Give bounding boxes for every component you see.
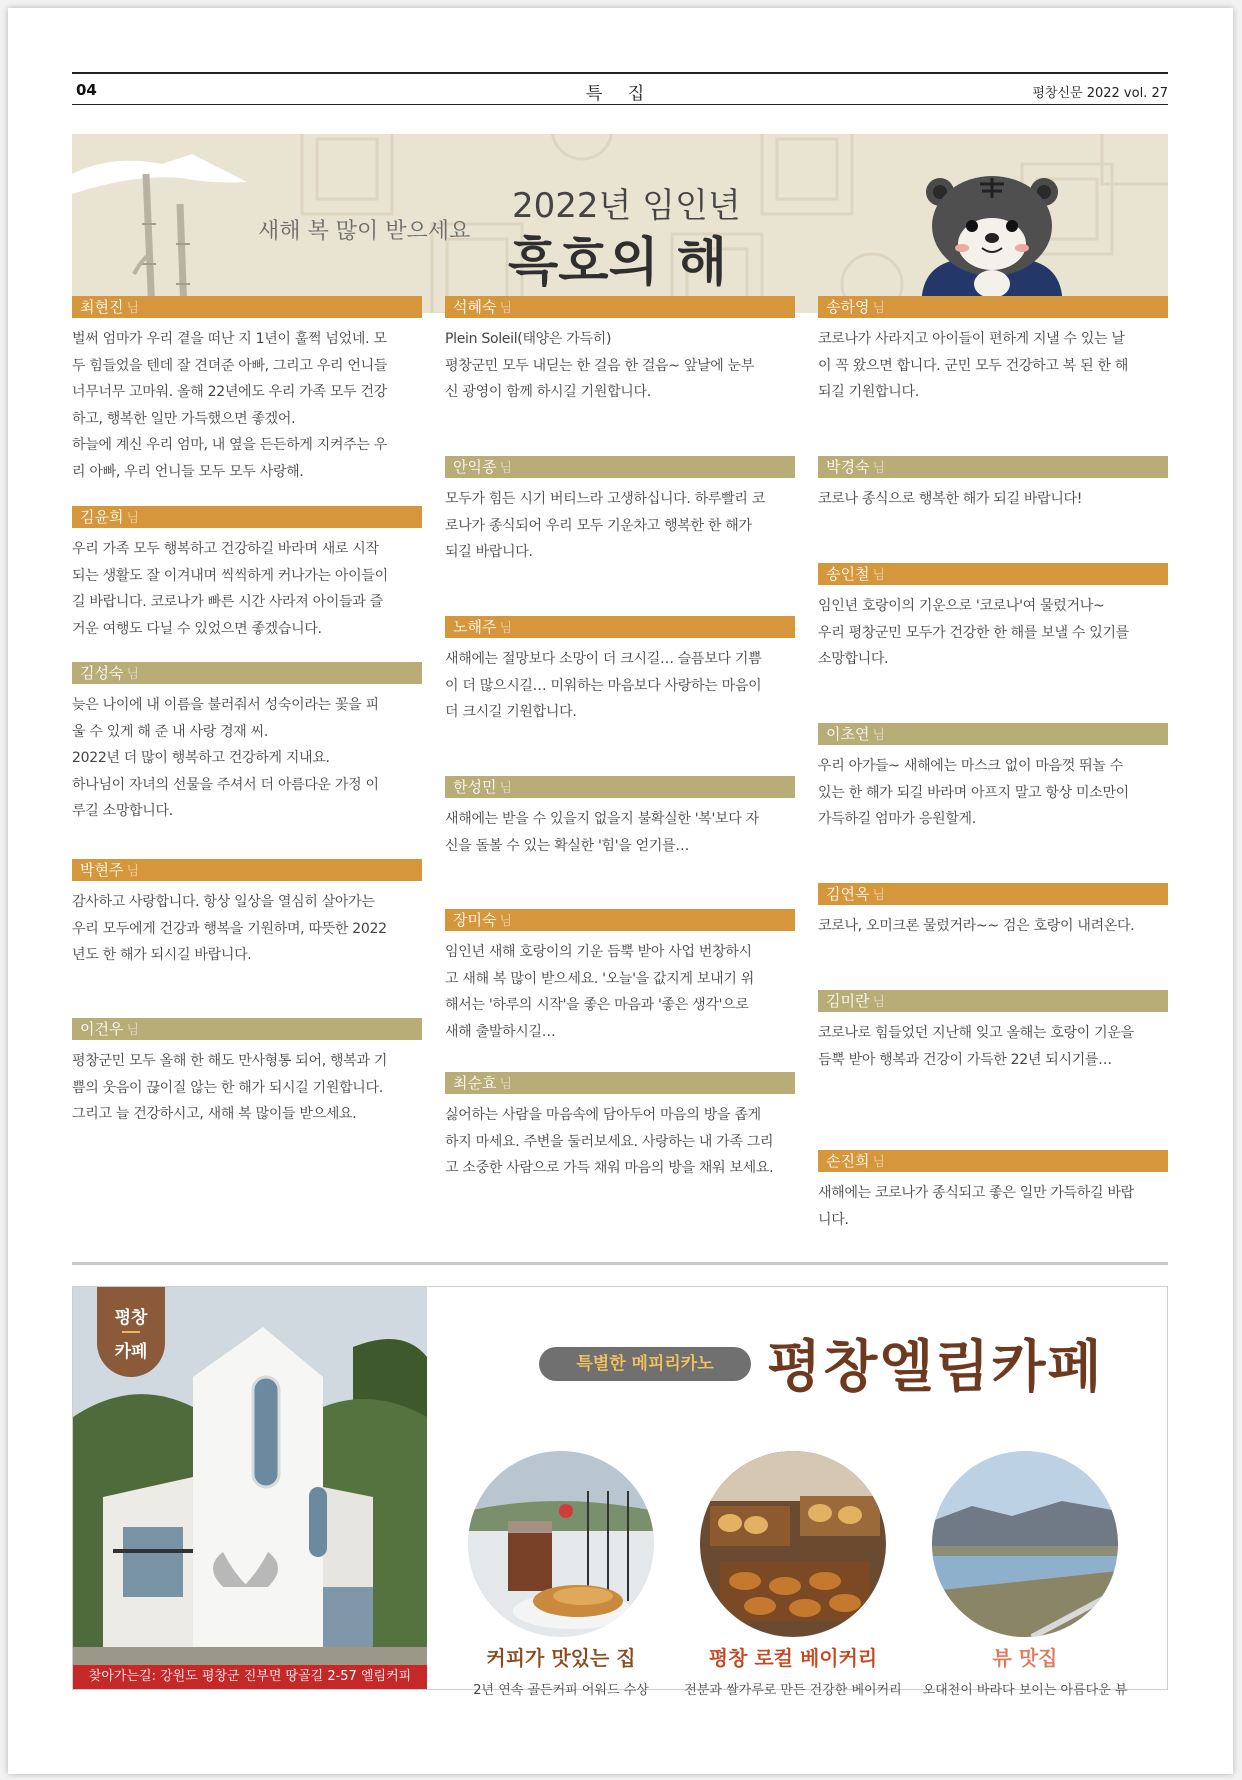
sender-name-bar — [818, 296, 1168, 318]
bakery-photo — [700, 1451, 886, 1637]
honorific: 님 — [499, 1077, 513, 1092]
honorific: 님 — [499, 781, 513, 796]
feature-subtitle: 전분과 쌀가루로 만든 건강한 베이커리 — [684, 1683, 902, 1698]
coffee-photo — [468, 1451, 654, 1637]
message-text: 새해에는 코로나가 종식되고 좋은 일만 가득하길 바랍 니다. — [818, 1185, 1134, 1228]
sender-name: 이건우 — [80, 1020, 124, 1038]
sender-name: 김성숙 — [80, 664, 124, 682]
greeting-card — [818, 456, 1168, 513]
sender-name-bar — [445, 909, 795, 931]
message-text: 코로나로 힘들었던 지난해 잊고 올해는 호랑이 기운을 듬뿍 받아 행복과 건강이 가득한 22년 되시기를… — [818, 1025, 1134, 1068]
message-text: 코로나 종식으로 행복한 해가 되길 바랍니다! — [818, 491, 1083, 507]
sender-name-bar — [818, 883, 1168, 905]
issue-volume: 평창신문 2022 vol. 27 — [1032, 86, 1168, 101]
message-text: 우리 가족 모두 행복하고 건강하길 바라며 새로 시작 되는 생활도 잘 이겨내며 씩씩하게 커나가는 아이들이 길 바랍니다. 코로나가 빠른 시간 사라져 아이들과 즐 거운 여행도 다닐 수 있었으면 좋겠습니다. — [72, 541, 388, 637]
sender-name-bar — [445, 296, 795, 318]
greeting-card — [72, 506, 422, 642]
honorific: 님 — [126, 864, 140, 879]
sender-name: 한성민 — [453, 778, 497, 796]
feature-subtitle: 2년 연속 골든커피 어워드 수상 — [473, 1683, 649, 1698]
honorific: 님 — [872, 995, 886, 1010]
message-text: 벌써 엄마가 우리 곁을 떠난 지 1년이 훌쩍 넘었네. 모 두 힘들었을 텐데 잘 견뎌준 아빠, 그리고 우리 언니들 너무너무 고마워. 올해 22년에도 우리 가족 모두 건강 하고, 행복한 일만 가득했으면 좋겠어. 하늘에 계신 우리 엄마, 내 옆을 든든하게 지켜주는 우 리 아빠, 우리 언니들 모두 모두 사랑해. — [72, 331, 388, 480]
honorific: 님 — [499, 301, 513, 316]
greeting-card — [445, 456, 795, 566]
sender-name-bar — [818, 1150, 1168, 1172]
black-tiger-mascot — [902, 164, 1082, 313]
banner-title-year: 2022년 임인년 — [512, 186, 741, 226]
greeting-card — [445, 616, 795, 726]
message-text: 평창군민 모두 올해 한 해도 만사형통 되어, 행복과 기 쁨의 웃음이 끊이질 않는 한 해가 되시길 기원합니다. 그리고 늘 건강하시고, 새해 복 많이들 받으세요. — [72, 1053, 388, 1122]
cafe-building-photo — [73, 1287, 427, 1689]
cafe-tag — [97, 1287, 165, 1377]
honorific: 님 — [126, 667, 140, 682]
feature-subtitle: 오대천이 바라다 보이는 아름다운 뷰 — [922, 1683, 1128, 1698]
honorific: 님 — [499, 461, 513, 476]
honorific: 님 — [872, 461, 886, 476]
message-text: 임인년 새해 호랑이의 기운 듬뿍 받아 사업 번창하시 고 새해 복 많이 받으세요. '오늘'을 값지게 보내기 위 해서는 '하루의 시작'을 좋은 마음과 '좋은 생각'으로 새해 출발하시길… — [445, 944, 754, 1040]
sender-name: 김연옥 — [826, 885, 870, 903]
sender-name: 최순효 — [453, 1074, 497, 1092]
sender-name: 김윤희 — [80, 508, 124, 526]
sender-name: 박경숙 — [826, 458, 870, 476]
greeting-card — [445, 1072, 795, 1182]
greeting-card — [818, 563, 1168, 673]
sender-name-bar — [818, 563, 1168, 585]
honorific: 님 — [499, 914, 513, 929]
banner-greeting: 새해 복 많이 받으세요 — [258, 219, 471, 244]
sender-name: 석혜숙 — [453, 298, 497, 316]
greeting-card — [72, 296, 422, 485]
feature-caption — [905, 1642, 1145, 1698]
tag-divider — [122, 1331, 140, 1333]
greeting-card — [818, 883, 1168, 940]
cafe-tag-line1: 평창 — [114, 1308, 148, 1328]
sender-name: 박현주 — [80, 861, 124, 879]
sender-name-bar — [72, 859, 422, 881]
greeting-card — [818, 296, 1168, 406]
feature-title: 뷰 맛집 — [992, 1646, 1058, 1670]
sender-name: 이초연 — [826, 725, 870, 743]
sender-name-bar — [818, 723, 1168, 745]
new-year-banner — [72, 134, 1168, 313]
greeting-card — [72, 1018, 422, 1128]
sender-name: 김미란 — [826, 992, 870, 1010]
greeting-card — [818, 723, 1168, 833]
special-americano-pill: 특별한 메피리카노 — [539, 1347, 751, 1381]
greeting-card — [72, 662, 422, 825]
cafe-tag-line2: 카페 — [114, 1342, 148, 1362]
message-text: 감사하고 사랑합니다. 항상 일상을 열심히 살아가는 우리 모두에게 건강과 행복을 기원하며, 따뜻한 2022 년도 한 해가 되시길 바랍니다. — [72, 894, 387, 963]
sender-name: 손진희 — [826, 1152, 870, 1170]
cafe-feature — [72, 1286, 1168, 1698]
directions-bar: 찾아가는길: 강원도 평창군 진부면 땅골길 2-57 엘림커피 — [73, 1665, 427, 1689]
honorific: 님 — [872, 728, 886, 743]
feature-title: 커피가 맛있는 집 — [486, 1646, 636, 1670]
sender-name-bar — [445, 456, 795, 478]
message-text: 코로나, 오미크론 물렀거라~~ 검은 호랑이 내려온다. — [818, 918, 1135, 934]
greeting-card — [445, 296, 795, 406]
sender-name-bar — [445, 616, 795, 638]
message-text: 새해에는 절망보다 소망이 더 크시길… 슬픔보다 기쁨 이 더 많으시길… 미워하는 마음보다 사랑하는 마음이 더 크시길 기원합니다. — [445, 651, 762, 720]
sender-name-bar — [445, 776, 795, 798]
greeting-card — [445, 909, 795, 1045]
banner-title-main: 흑호의 해 — [508, 233, 728, 293]
sender-name: 장미숙 — [453, 911, 497, 929]
message-text: 모두가 힘든 시기 버티느라 고생하십니다. 하루빨리 코 로나가 종식되어 우리 모두 기운차고 행복한 한 해가 되길 바랍니다. — [445, 491, 765, 560]
honorific: 님 — [872, 888, 886, 903]
bakery-bread-image — [700, 1451, 886, 1637]
page-header — [72, 72, 1168, 105]
bamboo-illustration — [72, 134, 272, 313]
sender-name: 송인철 — [826, 565, 870, 583]
sender-name-bar — [445, 1072, 795, 1094]
greeting-card — [818, 1150, 1168, 1233]
cafe-title: 평창엘림카페 — [767, 1334, 1104, 1400]
sender-name-bar — [72, 662, 422, 684]
coffee-and-croissant-image — [468, 1451, 654, 1637]
page-number: 04 — [76, 81, 97, 99]
message-text: 임인년 호랑이의 기운으로 '코로나'여 물렀거나~ 우리 평창군민 모두가 건강한 한 해를 보낼 수 있기를 소망합니다. — [818, 598, 1129, 667]
honorific: 님 — [126, 301, 140, 316]
sender-name: 노해주 — [453, 618, 497, 636]
greeting-card — [818, 990, 1168, 1073]
sender-name: 송하영 — [826, 298, 870, 316]
message-text: 늦은 나이에 내 이름을 불러줘서 성숙이라는 꽃을 피 울 수 있게 해 준 내 사랑 경재 씨. 2022년 더 많이 행복하고 건강하게 지내요. 하나님이 자녀의 선물을 주셔서 더 아름다운 가정 이 루길 소망합니다. — [72, 697, 379, 819]
sender-name-bar — [818, 456, 1168, 478]
honorific: 님 — [872, 568, 886, 583]
section-title: 특 집 — [585, 84, 655, 104]
feature-caption — [673, 1642, 913, 1698]
honorific: 님 — [499, 621, 513, 636]
honorific: 님 — [872, 1155, 886, 1170]
feature-title: 평창 로컬 베이커리 — [708, 1646, 878, 1670]
message-text: 새해에는 받을 수 있을지 없을지 불확실한 '복'보다 자 신을 돌볼 수 있는 확실한 '힘'을 얻기를… — [445, 811, 759, 854]
honorific: 님 — [872, 301, 886, 316]
message-text: Plein Soleil(태양은 가득히) 평창군민 모두 내딛는 한 걸음 한 걸음~ 앞날에 눈부 신 광영이 함께 하시길 기원합니다. — [445, 331, 755, 400]
sender-name-bar — [72, 506, 422, 528]
sender-name-bar — [72, 296, 422, 318]
sender-name-bar — [72, 1018, 422, 1040]
message-text: 코로나가 사라지고 아이들이 편하게 지낼 수 있는 날 이 꼭 왔으면 합니다. 군민 모두 건강하고 복 된 한 해 되길 기원합니다. — [818, 331, 1129, 400]
message-text: 싫어하는 사람을 마음속에 담아두어 마음의 방을 좁게 하지 마세요. 주변을 둘러보세요. 사랑하는 내 가족 그리 고 소중한 사람으로 가득 채워 마음의 방을 채워 보세요. — [445, 1107, 774, 1176]
section-divider — [72, 1262, 1168, 1265]
message-text: 우리 아가들~ 새해에는 마스크 없이 마음껏 뛰놀 수 있는 한 해가 되길 바라며 아프지 말고 항상 미소만이 가득하길 엄마가 응원할게. — [818, 758, 1129, 827]
river-view-image — [932, 1451, 1118, 1637]
sender-name: 최현진 — [80, 298, 124, 316]
honorific: 님 — [126, 511, 140, 526]
sender-name-bar — [818, 990, 1168, 1012]
greeting-card — [445, 776, 795, 859]
greeting-card — [72, 859, 422, 969]
feature-caption — [441, 1642, 681, 1698]
newspaper-page — [8, 8, 1233, 1774]
honorific: 님 — [126, 1023, 140, 1038]
river-view-photo — [932, 1451, 1118, 1637]
sender-name: 안익종 — [453, 458, 497, 476]
